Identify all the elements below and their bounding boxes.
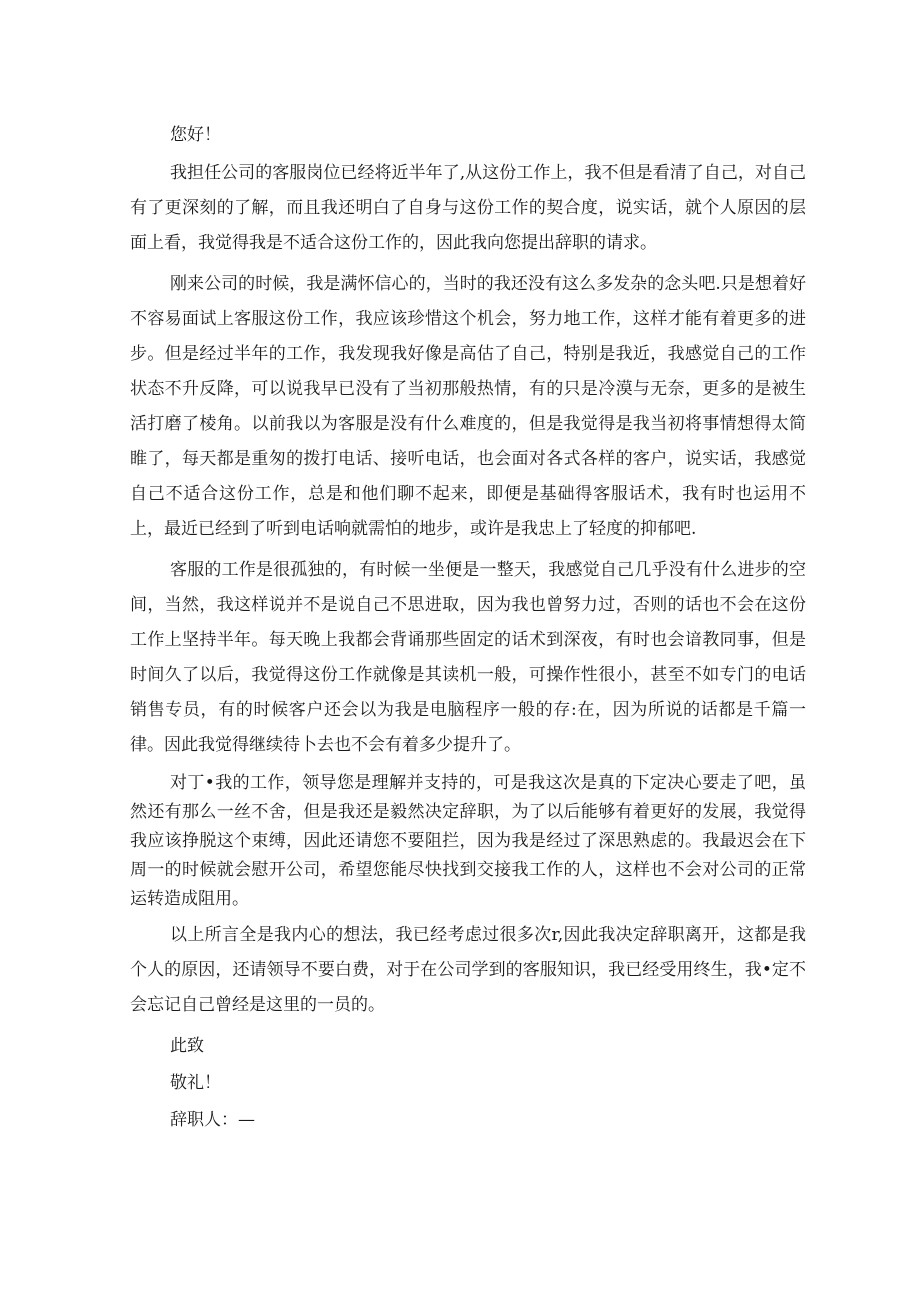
paragraph-experience: 刚来公司的时候，我是满怀信心的，当时的我还没有这么多发杂的念头吧.只是想着好不容易面试上客服这份工作，我应该珍惜这个机会，努力地工作，这样才能有着更多的进步。但是经过半年的工作，我发现我好像是高估了自己，特别是我近，我感觉自己的工作状态不升反降，可以说我早已没有了当初那般热情，有的只是冷漠与无奈，更多的是被生活打磨了棱角。以前我以为客服是没有什么难度的，但是我觉得是我当初将事情想得太简睢了，每天都是重匆的拨打电话、接听电话，也会面对各式各样的客户，说实话，我感觉自己不适合这份工作，总是和他们聊不起来，即便是基础得客服话术，我有时也运用不上，最近已经到了听到电话响就需怕的地步，或许是我忠上了轻度的抑郁吧.: [130, 274, 806, 539]
greeting: 您好！: [170, 125, 221, 145]
paragraph-conclusion: 以上所言全是我内心的想法，我已经考虑过很多次r,因此我决定辞职离开，这都是我个人的原因，还请领导不要白费，对于在公司学到的客服知识，我已经受用终生，我•定不会忘记自己曾经是这里的一员的。: [130, 925, 806, 1015]
paragraph-decision: 对丁•我的工作，领导您是理解并支持的，可是我这次是真的下定决心要走了吧，虽然还有那么一丝不舍，但是我还是毅然决定辞职，为了以后能够有着更好的发展，我觉得我应该挣脱这个束缚，因此还请您不要阻拦，因为我是经过了深思熟虑的。我最迟会在下周一的时候就会慰开公司，希望您能尽快找到交接我工作的人，这样也不会对公司的正常运转造成阻用。: [130, 773, 806, 909]
letter-page: [130, 118, 806, 1140]
signature-line: 辞职人：—: [170, 1110, 255, 1130]
paragraph-intro: 我担任公司的客服岗位已经将近半年了,从这份工作上，我不但是看清了自己，对自己有了更深刻的了解，而且我还明白了自身与这份工作的契合度，说实话，就个人原因的层面上看，我觉得我是不适合这份工作的，因此我向您提出辞职的请求。: [130, 163, 806, 253]
closing-salutation: 此致: [170, 1036, 204, 1056]
closing-regards: 敬礼！: [170, 1073, 221, 1093]
paragraph-loneliness: 客服的工作是很孤独的，有时候一坐便是一整天，我感觉自己几乎没有什么进步的空间，当然，我这样说并不是说自己不思进取，因为我也曾努力过，否则的话也不会在这份工作上坚持半年。每天晚上我都会背诵那些固定的话术到深夜，有时也会谙教同事，但是时间久了以后，我觉得这份工作就像是其读机一般，可操作性很小，甚至不如专门的电话销售专员，有的时候客户还会以为我是电脑程序一般的存:在，因为所说的话都是千篇一律。因此我觉得继续待卜去也不会有着多少提升了。: [130, 560, 806, 755]
